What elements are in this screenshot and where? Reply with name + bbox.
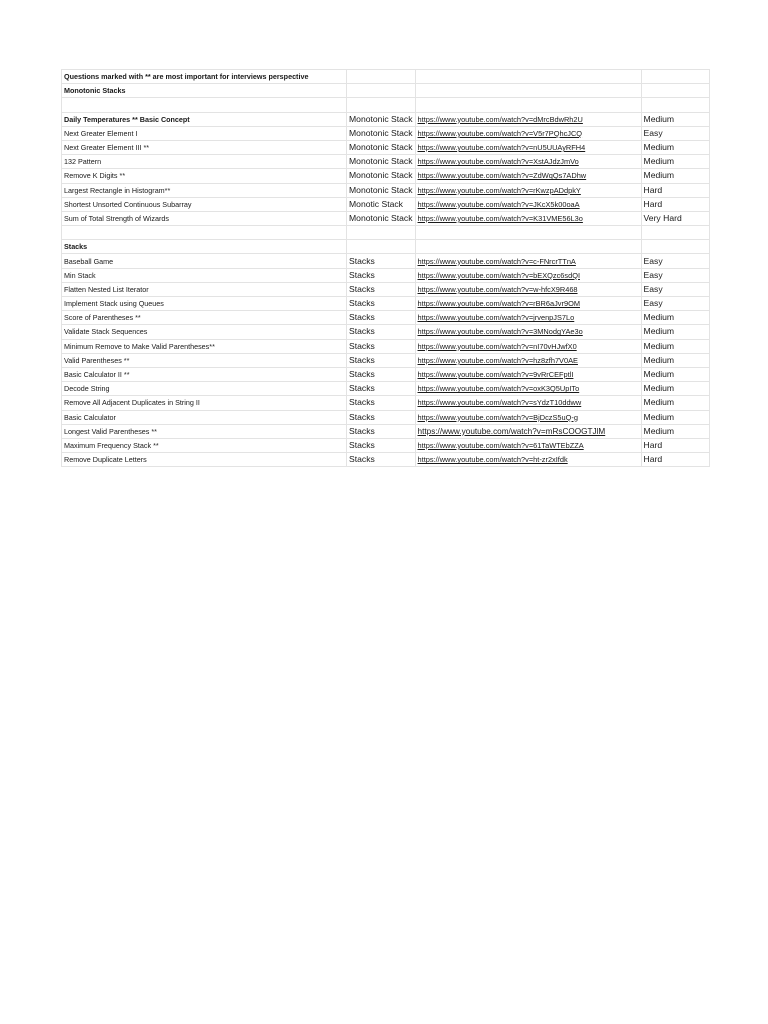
problem-name: Basic Calculator II ** [62,367,347,381]
video-link[interactable]: https://www.youtube.com/watch?v=9vRrCEFptlI [417,370,574,380]
problem-category: Stacks [347,367,416,381]
empty-cell [415,70,641,84]
table-row [62,126,710,140]
video-link-cell [415,382,641,396]
empty-cell [641,240,709,254]
video-link-cell [415,268,641,282]
problem-category: Monotonic Stack [347,211,416,225]
problem-name: Baseball Game [62,254,347,268]
problem-name: Validate Stack Sequences [62,325,347,339]
video-link-cell [415,197,641,211]
video-link[interactable]: https://www.youtube.com/watch?v=JKcX5k00oaA [417,199,580,209]
problem-category: Stacks [347,297,416,311]
problem-name: Score of Parentheses ** [62,311,347,325]
problem-difficulty: Medium [641,396,709,410]
table-row [62,382,710,396]
problem-category: Stacks [347,396,416,410]
problem-name: Longest Valid Parentheses ** [62,424,347,438]
video-link-cell [415,112,641,126]
problem-difficulty: Hard [641,183,709,197]
empty-cell [641,84,709,98]
empty-cell [415,84,641,98]
table-row [62,183,710,197]
empty-cell [62,98,347,112]
section-title-stacks: Stacks [62,240,347,254]
video-link[interactable]: https://www.youtube.com/watch?v=oxK3Q5UpITo [417,384,580,394]
video-link-cell [415,367,641,381]
table-row [62,282,710,296]
problem-name: Min Stack [62,268,347,282]
video-link[interactable]: https://www.youtube.com/watch?v=c-FNrcrTTnA [417,256,576,266]
empty-cell [62,226,347,240]
problem-difficulty: Easy [641,254,709,268]
problem-name: Maximum Frequency Stack ** [62,438,347,452]
problem-name: Next Greater Element III ** [62,140,347,154]
problem-category: Monotonic Stack [347,155,416,169]
section-row [62,240,710,254]
empty-cell [347,98,416,112]
problem-difficulty: Easy [641,268,709,282]
problem-difficulty: Medium [641,325,709,339]
problem-difficulty: Medium [641,112,709,126]
problem-name: Remove K Digits ** [62,169,347,183]
video-link-cell [415,325,641,339]
problem-category: Monotic Stack [347,197,416,211]
section-title-monotonic: Monotonic Stacks [62,84,347,98]
problem-category: Stacks [347,254,416,268]
table-row [62,268,710,282]
problem-difficulty: Hard [641,438,709,452]
table-row [62,112,710,126]
empty-cell [415,240,641,254]
table-row [62,410,710,424]
problem-name: Basic Calculator [62,410,347,424]
problem-category: Stacks [347,453,416,467]
header-note: Questions marked with ** are most important for interviews perspective [62,70,347,84]
empty-cell [415,226,641,240]
problem-category: Monotonic Stack [347,183,416,197]
problem-name: Next Greater Element I [62,126,347,140]
video-link[interactable]: https://www.youtube.com/watch?v=XstAJdzJmVo [417,157,579,167]
empty-cell [641,98,709,112]
video-link-cell [415,183,641,197]
table-row [62,140,710,154]
problem-category: Stacks [347,339,416,353]
problem-category: Stacks [347,282,416,296]
empty-cell [415,98,641,112]
video-link-cell [415,155,641,169]
problem-difficulty: Medium [641,353,709,367]
problem-category: Stacks [347,353,416,367]
problem-category: Stacks [347,438,416,452]
video-link-cell [415,339,641,353]
problem-category: Stacks [347,268,416,282]
video-link-cell [415,282,641,296]
video-link[interactable]: https://www.youtube.com/watch?v=BjDczS5uQ-g [417,412,578,422]
empty-cell [347,84,416,98]
problem-category: Monotonic Stack [347,140,416,154]
problem-difficulty: Medium [641,311,709,325]
video-link[interactable]: https://www.youtube.com/watch?v=jrvenpJS7Lo [417,313,575,323]
table-row [62,396,710,410]
video-link[interactable]: https://www.youtube.com/watch?v=rBR6aJvr9OM [417,299,580,309]
video-link-cell [415,169,641,183]
table-row [62,155,710,169]
problem-name: 132 Pattern [62,155,347,169]
problem-category: Stacks [347,311,416,325]
section-row [62,84,710,98]
problem-category: Stacks [347,382,416,396]
problem-name: Decode String [62,382,347,396]
video-link-cell [415,396,641,410]
problem-difficulty: Medium [641,140,709,154]
note-row [62,70,710,84]
problem-category: Stacks [347,424,416,438]
problem-category: Monotonic Stack [347,126,416,140]
video-link[interactable]: https://www.youtube.com/watch?v=nI70vHJwfX0 [417,341,577,351]
empty-cell [347,70,416,84]
problem-name: Daily Temperatures ** Basic Concept [62,112,347,126]
video-link[interactable]: https://www.youtube.com/watch?v=K31VME56L3o [417,213,583,223]
table-row [62,297,710,311]
blank-row [62,98,710,112]
table-row [62,254,710,268]
video-link-cell [415,211,641,225]
problem-difficulty: Hard [641,197,709,211]
table-row [62,453,710,467]
problem-category: Monotonic Stack [347,112,416,126]
problem-difficulty: Medium [641,410,709,424]
empty-cell [641,226,709,240]
video-link-cell [415,438,641,452]
table-row [62,211,710,225]
video-link-cell [415,453,641,467]
problem-name: Valid Parentheses ** [62,353,347,367]
problem-difficulty: Easy [641,297,709,311]
table-row [62,424,710,438]
problem-name: Remove All Adjacent Duplicates in String II [62,396,347,410]
table-row [62,353,710,367]
video-link[interactable]: https://www.youtube.com/watch?v=3MNodgYAe3o [417,327,583,337]
video-link-cell [415,126,641,140]
table-row [62,339,710,353]
video-link-cell [415,140,641,154]
problem-name: Largest Rectangle in Histogram** [62,183,347,197]
problem-category: Stacks [347,410,416,424]
empty-cell [641,70,709,84]
table-row [62,311,710,325]
video-link-cell [415,353,641,367]
problem-difficulty: Medium [641,169,709,183]
problem-name: Implement Stack using Queues [62,297,347,311]
problem-category: Monotonic Stack [347,169,416,183]
problem-difficulty: Medium [641,367,709,381]
problem-name: Minimum Remove to Make Valid Parentheses** [62,339,347,353]
problem-difficulty: Easy [641,282,709,296]
problem-difficulty: Medium [641,155,709,169]
blank-row [62,226,710,240]
table-row [62,325,710,339]
video-link-cell [415,297,641,311]
problem-name: Flatten Nested List Iterator [62,282,347,296]
spreadsheet-table [61,69,710,467]
video-link[interactable]: https://www.youtube.com/watch?v=ht-zr2xIfdk [417,455,568,465]
video-link[interactable]: https://www.youtube.com/watch?v=hz8zfh7V0AE [417,355,578,365]
problem-difficulty: Very Hard [641,211,709,225]
video-link[interactable]: https://www.youtube.com/watch?v=nU5UUAyRFH4 [417,143,586,153]
video-link[interactable]: https://www.youtube.com/watch?v=61TaWTEbZZA [417,440,584,450]
problem-category: Stacks [347,325,416,339]
empty-cell [347,240,416,254]
problem-difficulty: Medium [641,339,709,353]
problem-difficulty: Easy [641,126,709,140]
video-link[interactable]: https://www.youtube.com/watch?v=sYdzT10ddww [417,398,582,408]
video-link[interactable]: https://www.youtube.com/watch?v=V5r7PQhcJCQ [417,128,583,138]
problem-difficulty: Hard [641,453,709,467]
video-link-cell [415,254,641,268]
problem-difficulty: Medium [641,382,709,396]
video-link-cell [415,311,641,325]
video-link[interactable]: https://www.youtube.com/watch?v=rKwzpADdpkY [417,185,581,195]
table-row [62,438,710,452]
video-link[interactable]: https://www.youtube.com/watch?v=dMrcBdwRh2U [417,114,583,124]
video-link[interactable]: https://www.youtube.com/watch?v=bEXQzc6sdQI [417,270,580,280]
empty-cell [347,226,416,240]
table-row [62,197,710,211]
table-row [62,169,710,183]
video-link[interactable]: https://www.youtube.com/watch?v=ZdWqQs7ADhw [417,171,587,181]
problem-difficulty: Medium [641,424,709,438]
spreadsheet-body [62,70,710,467]
video-link-cell [415,410,641,424]
video-link[interactable]: https://www.youtube.com/watch?v=mRsCOOGTJlM [417,426,606,436]
problem-name: Shortest Unsorted Continuous Subarray [62,197,347,211]
table-row [62,367,710,381]
problem-name: Sum of Total Strength of Wizards [62,211,347,225]
video-link[interactable]: https://www.youtube.com/watch?v=w-hfcX9R468 [417,284,578,294]
video-link-cell [415,424,641,438]
problem-name: Remove Duplicate Letters [62,453,347,467]
